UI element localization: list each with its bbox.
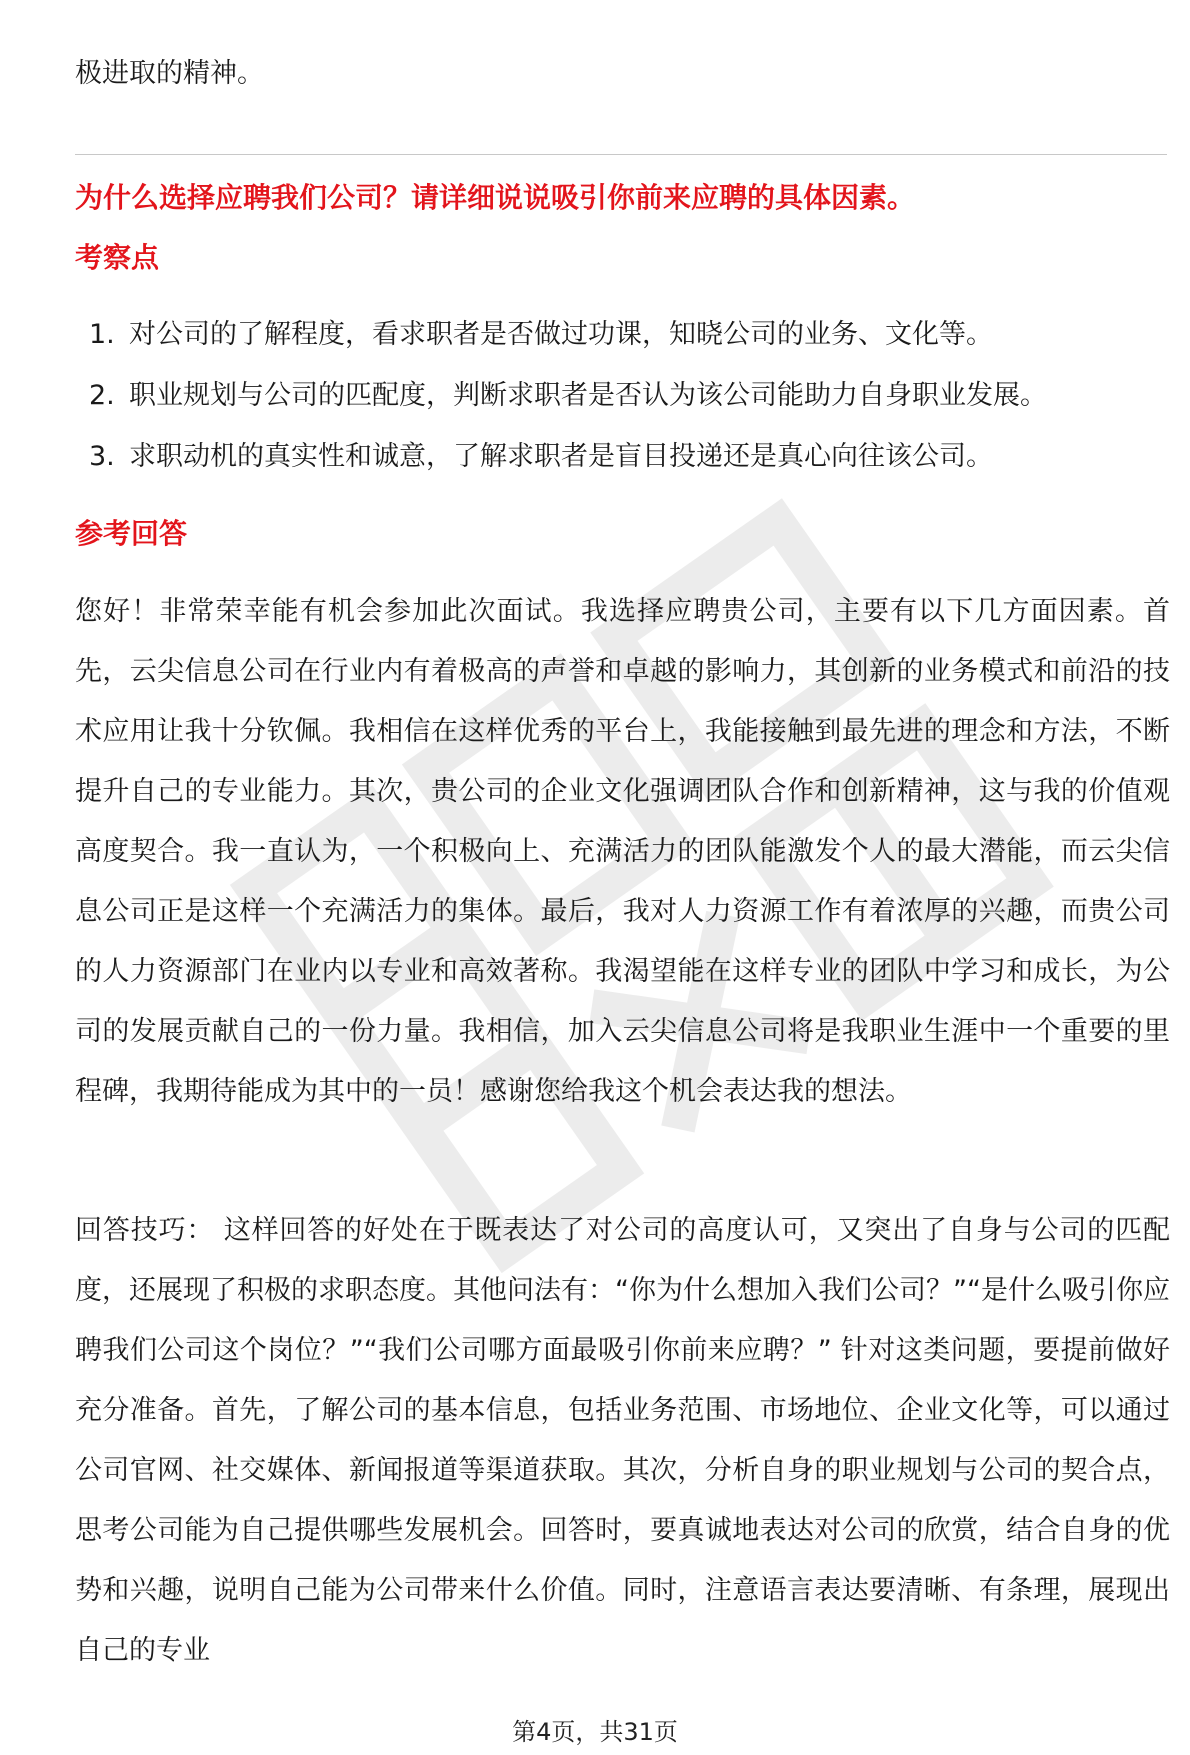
assessment-points-list bbox=[89, 304, 1047, 487]
section-divider bbox=[75, 154, 1167, 155]
heading-reference-answer: 参考回答 bbox=[75, 517, 188, 550]
list-item bbox=[89, 304, 1047, 365]
list-item-text: 对公司的了解程度，看求职者是否做过功课，知晓公司的业务、文化等。 bbox=[129, 319, 993, 350]
list-item bbox=[89, 426, 1047, 487]
list-item-text: 职业规划与公司的匹配度，判断求职者是否认为该公司能助力自身职业发展。 bbox=[129, 380, 1047, 411]
list-item bbox=[89, 365, 1047, 426]
continued-text: 极进取的精神。 bbox=[75, 58, 264, 89]
list-item-text: 求职动机的真实性和诚意，了解求职者是盲目投递还是真心向往该公司。 bbox=[129, 441, 993, 472]
heading-assessment-points: 考察点 bbox=[75, 241, 160, 274]
list-number: 1. bbox=[89, 319, 115, 350]
reference-answer-text: 您好！非常荣幸能有机会参加此次面试。我选择应聘贵公司，主要有以下几方面因素。首先，云尖信息公司在行业内有着极高的声誉和卓越的影响力，其创新的业务模式和前沿的技术应用让我十分钦佩。我相信在这样优秀的平台上，我能接触到最先进的理念和方法，不断提升自己的专业能力。其次，贵公司的企业文化强调团队合作和创新精神，这与我的价值观高度契合。我一直认为，一个积极向上、充满活力的团队能激发个人的最大潜能，而云尖信息公司正是这样一个充满活力的集体。最后，我对人力资源工作有着浓厚的兴趣，而贵公司的人力资源部门在业内以专业和高效著称。我渴望能在这样专业的团队中学习和成长，为公司的发展贡献自己的一份力量。我相信，加入云尖信息公司将是我职业生涯中一个重要的里程碑，我期待能成为其中的一员！感谢您给我这个机会表达我的想法。 bbox=[75, 596, 1170, 1107]
answer-tips-text: 回答技巧： 这样回答的好处在于既表达了对公司的高度认可，又突出了自身与公司的匹配度，还展现了积极的求职态度。其他问法有：“你为什么想加入我们公司？”“是什么吸引你应聘我们公司这个岗位？”“我们公司哪方面最吸引你前来应聘？” 针对这类问题，要提前做好充分准备。首先，了解公司的基本信息，包括业务范围、市场地位、企业文化等，可以通过公司官网、社交媒体、新闻报道等渠道获取。其次，分析自身的职业规划与公司的契合点，思考公司能为自己提供哪些发展机会。回答时，要真诚地表达对公司的欣赏，结合自身的优势和兴趣，说明自己能为公司带来什么价值。同时，注意语言表达要清晰、有条理，展现出自己的专业 bbox=[75, 1215, 1170, 1666]
page-number: 第4页，共31页 bbox=[512, 1718, 678, 1746]
list-number: 3. bbox=[89, 441, 115, 472]
list-number: 2. bbox=[89, 380, 115, 411]
question-title: 为什么选择应聘我们公司？请详细说说吸引你前来应聘的具体因素。 bbox=[75, 181, 916, 214]
